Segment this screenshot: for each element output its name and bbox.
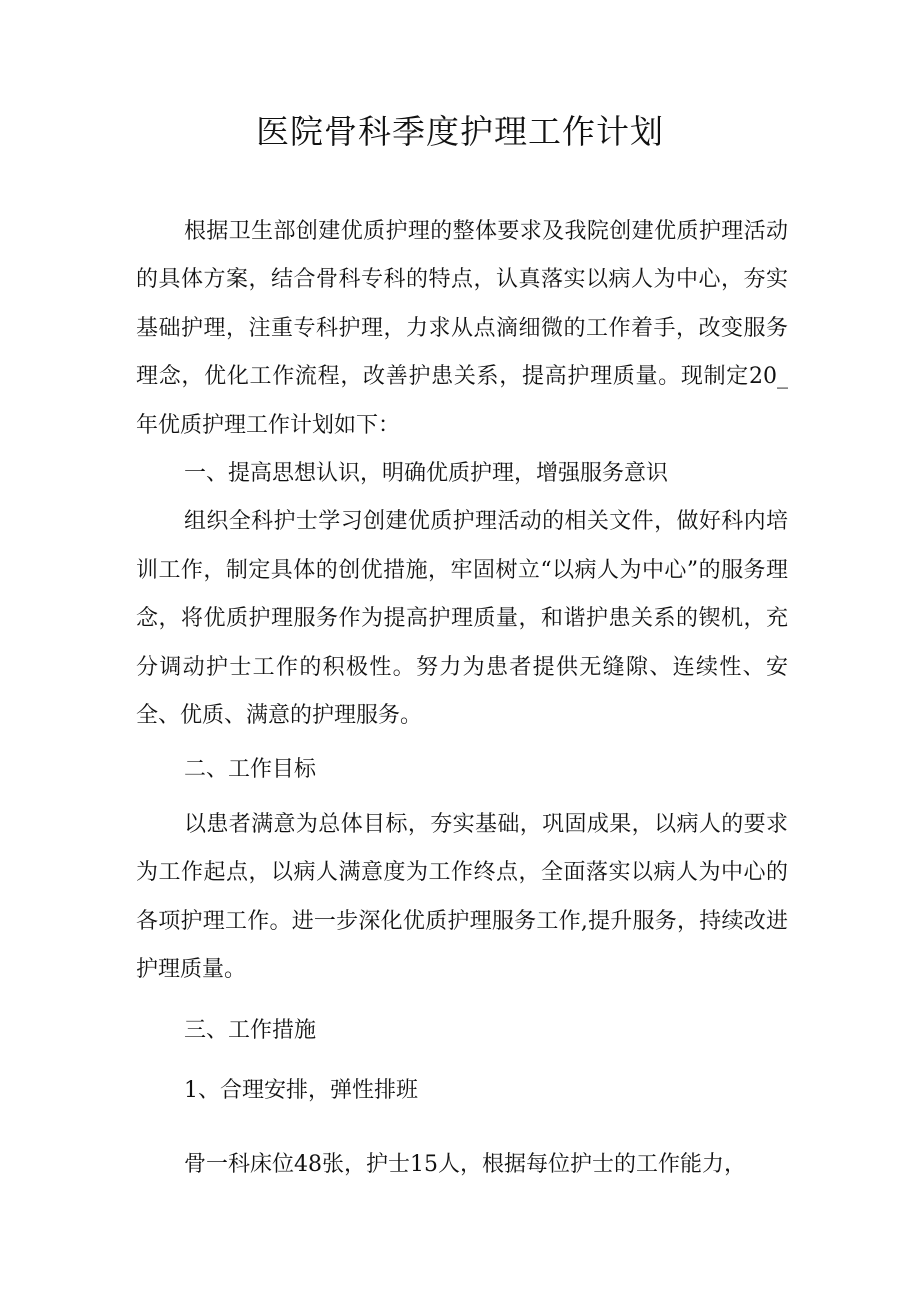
section-2-paragraph: 以患者满意为总体目标，夯实基础，巩固成果，以病人的要求为工作起点，以病人满意度为工作终点，全面落实以病人为中心的各项护理工作。进一步深化优质护理服务工作,提升服务，持续改进护理质量。 [136,811,788,983]
document-body [136,208,788,1190]
section-1-paragraph: 组织全科护士学习创建优质护理活动的相关文件，做好科内培训工作，制定具体的创优措施，牢固树立“以病人为中心”的服务理念，将优质护理服务作为提高护理质量，和谐护患关系的锲机，充分调动护士工作的积极性。努力为患者提供无缝隙、连续性、安全、优质、满意的护理服务。 [136,509,788,729]
subsection-1-paragraph: 骨一科床位48张，护士15人，根据每位护士的工作能力， [184,1152,746,1178]
document-title: 医院骨科季度护理工作计划 [256,112,664,151]
section-2-heading: 二、工作目标 [184,757,317,783]
intro-paragraph: 根据卫生部创建优质护理的整体要求及我院创建优质护理活动的具体方案，结合骨科专科的特点，认真落实以病人为中心，夯实基础护理，注重专科护理，力求从点滴细微的工作着手，改变服务理念，优化工作流程，改善护患关系，提高护理质量。现制定20_年优质护理工作计划如下： [136,219,788,438]
subsection-1-heading: 1、合理安排，弹性排班 [184,1077,418,1103]
section-1-heading: 一、提高思想认识，明确优质护理，增强服务意识 [184,461,669,487]
section-3-heading: 三、工作措施 [184,1017,317,1043]
